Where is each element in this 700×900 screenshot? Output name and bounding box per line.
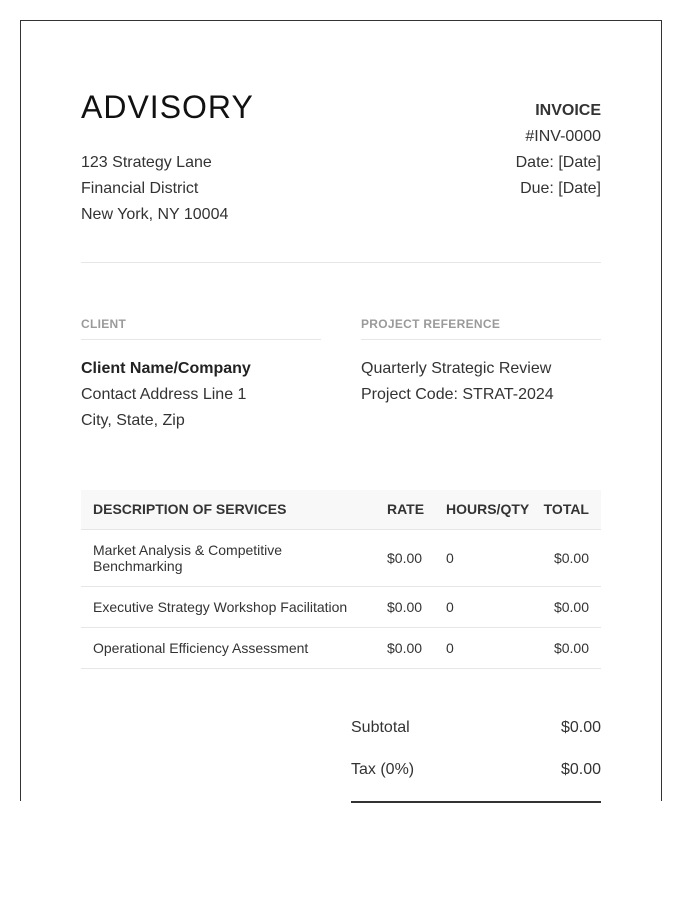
invoice-label: INVOICE	[535, 102, 601, 119]
project-heading: PROJECT REFERENCE	[361, 317, 601, 340]
header-rate: RATE	[387, 501, 425, 517]
header-qty: HOURS/QTY	[446, 501, 530, 517]
row-rate: $0.00	[387, 640, 423, 656]
services-table	[81, 490, 601, 669]
invoice-meta	[516, 98, 601, 202]
project-code: Project Code: STRAT-2024	[361, 386, 554, 403]
totals-rule	[351, 801, 601, 803]
tax-label: Tax (0%)	[351, 761, 415, 778]
row-total: $0.00	[553, 550, 589, 566]
invoice-due-date: Due: [Date]	[520, 180, 601, 197]
subtotal-row	[351, 711, 601, 753]
row-qty: 0	[446, 599, 454, 615]
table-row	[81, 587, 601, 628]
company-address	[81, 150, 228, 228]
row-qty: 0	[446, 550, 454, 566]
row-rate: $0.00	[387, 599, 423, 615]
tax-value: $0.00	[560, 761, 601, 778]
client-name: Client Name/Company	[81, 360, 251, 377]
client-heading: CLIENT	[81, 317, 321, 340]
row-total: $0.00	[553, 640, 589, 656]
row-qty: 0	[446, 640, 454, 656]
company-name: ADVISORY	[81, 89, 254, 125]
invoice-page	[20, 20, 662, 801]
client-city: City, State, Zip	[81, 412, 185, 429]
totals-block	[351, 711, 601, 795]
header-description: DESCRIPTION OF SERVICES	[93, 501, 287, 517]
project-block	[361, 356, 554, 408]
company-address-line-3: New York, NY 10004	[81, 206, 229, 223]
client-block	[81, 356, 251, 434]
table-header	[81, 490, 601, 530]
subtotal-label: Subtotal	[351, 719, 410, 736]
subtotal-value: $0.00	[560, 719, 601, 736]
table-row	[81, 530, 601, 587]
company-address-line-2: Financial District	[81, 180, 199, 197]
client-address-line: Contact Address Line 1	[81, 386, 247, 403]
row-rate: $0.00	[387, 550, 423, 566]
project-title: Quarterly Strategic Review	[361, 360, 552, 377]
table-row	[81, 628, 601, 669]
row-total: $0.00	[553, 599, 589, 615]
row-description: Executive Strategy Workshop Facilitation	[93, 599, 348, 615]
row-description: Operational Efficiency Assessment	[93, 640, 309, 656]
invoice-number: #INV-0000	[525, 128, 601, 145]
header-total: TOTAL	[543, 501, 589, 517]
header-divider	[81, 262, 601, 263]
row-description: Market Analysis & Competitive Benchmarking	[93, 542, 283, 574]
company-address-line-1: 123 Strategy Lane	[81, 154, 212, 171]
tax-row	[351, 753, 601, 795]
invoice-date: Date: [Date]	[515, 154, 601, 171]
